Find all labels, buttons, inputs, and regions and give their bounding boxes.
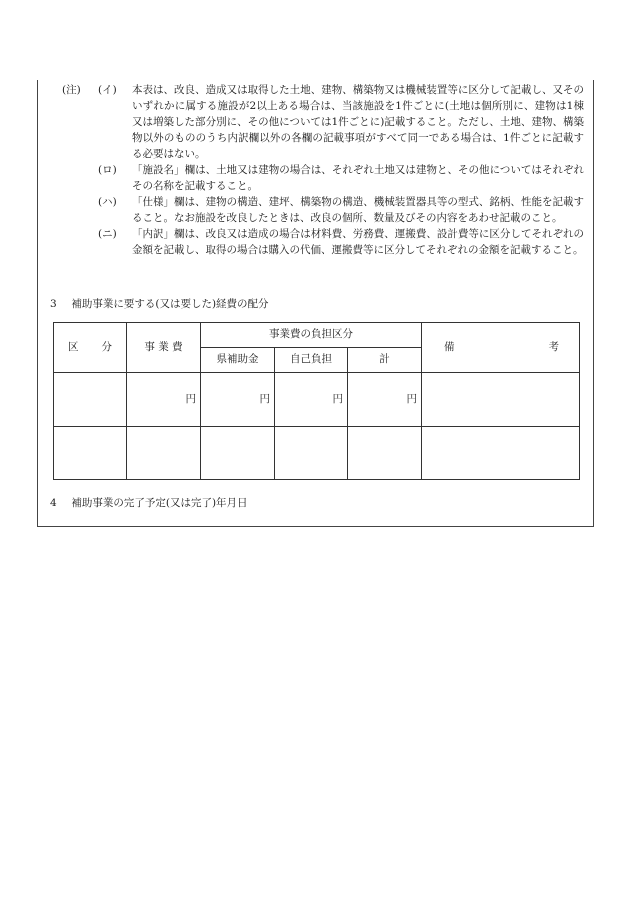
header-futan-group: 事業費の負担区分: [201, 323, 422, 348]
note-item-ni: [62, 226, 584, 258]
note-key: (ロ): [98, 164, 117, 176]
cell-jigyouhi-unit: 円: [127, 373, 201, 427]
cell-biko: [422, 427, 580, 480]
cell-jiko: [275, 427, 348, 480]
note-item-ha: [62, 194, 584, 226]
cell-ken-unit: 円: [201, 373, 275, 427]
note-key: (ハ): [98, 196, 117, 208]
cell-kei: [348, 427, 422, 480]
notes-label: (注): [62, 84, 81, 96]
section-number: 4: [50, 497, 57, 509]
section-title: 補助事業に要する(又は要した)経費の配分: [71, 298, 269, 310]
section-title: 補助事業の完了予定(又は完了)年月日: [71, 497, 248, 509]
note-text: 「施設名」欄は、土地又は建物の場合は、それぞれ土地又は建物と、その他についてはそれぞれその名称を記載すること。: [132, 164, 584, 192]
table-row: [54, 427, 580, 480]
cell-kubun: [54, 427, 127, 480]
notes-section: [62, 82, 584, 258]
cell-kei-unit: 円: [348, 373, 422, 427]
cell-kubun: [54, 373, 127, 427]
header-biko: 備 考: [422, 323, 580, 373]
section-4-heading: [50, 496, 248, 510]
note-key: (イ): [98, 84, 117, 96]
cost-allocation-table: [53, 322, 580, 480]
section-3-heading: [50, 297, 269, 311]
header-kubun: 区 分: [54, 323, 127, 373]
note-item-ro: [62, 162, 584, 194]
header-jigyouhi: 事 業 費: [127, 323, 201, 373]
header-jiko-futan: 自己負担: [275, 348, 348, 373]
cell-biko: [422, 373, 580, 427]
header-kei: 計: [348, 348, 422, 373]
note-text: 「内訳」欄は、改良又は造成の場合は材料費、労務費、運搬費、設計費等に区分してそれぞれの金額を記載し、取得の場合は購入の代価、運搬費等に区分してそれぞれの金額を記載すること。: [132, 228, 584, 256]
cell-ken: [201, 427, 275, 480]
section-number: 3: [50, 298, 57, 310]
cell-jigyouhi: [127, 427, 201, 480]
note-text: 本表は、改良、造成又は取得した土地、建物、構築物又は機械装置等に区分して記載し、又そのいずれかに属する施設が2以上ある場合は、当該施設を1件ごとに(土地は個所別に、建物は1棟又は増築した部分別に、その他については1件ごとに)記載すること。ただし、土地、建物、構築物以外のもののうち内訳欄以外の各欄の記載事項がすべて同一である場合は、1件ごとに記載する必要はない。: [132, 84, 584, 160]
note-text: 「仕様」欄は、建物の構造、建坪、構築物の構造、機械装置器具等の型式、銘柄、性能を記載すること。なお施設を改良したときは、改良の個所、数量及びその内容をあわせ記載のこと。: [132, 196, 584, 224]
header-ken-hojokin: 県補助金: [201, 348, 275, 373]
note-key: (ニ): [98, 228, 117, 240]
note-item-i: [62, 82, 584, 162]
cell-jiko-unit: 円: [275, 373, 348, 427]
table-row: [54, 373, 580, 427]
